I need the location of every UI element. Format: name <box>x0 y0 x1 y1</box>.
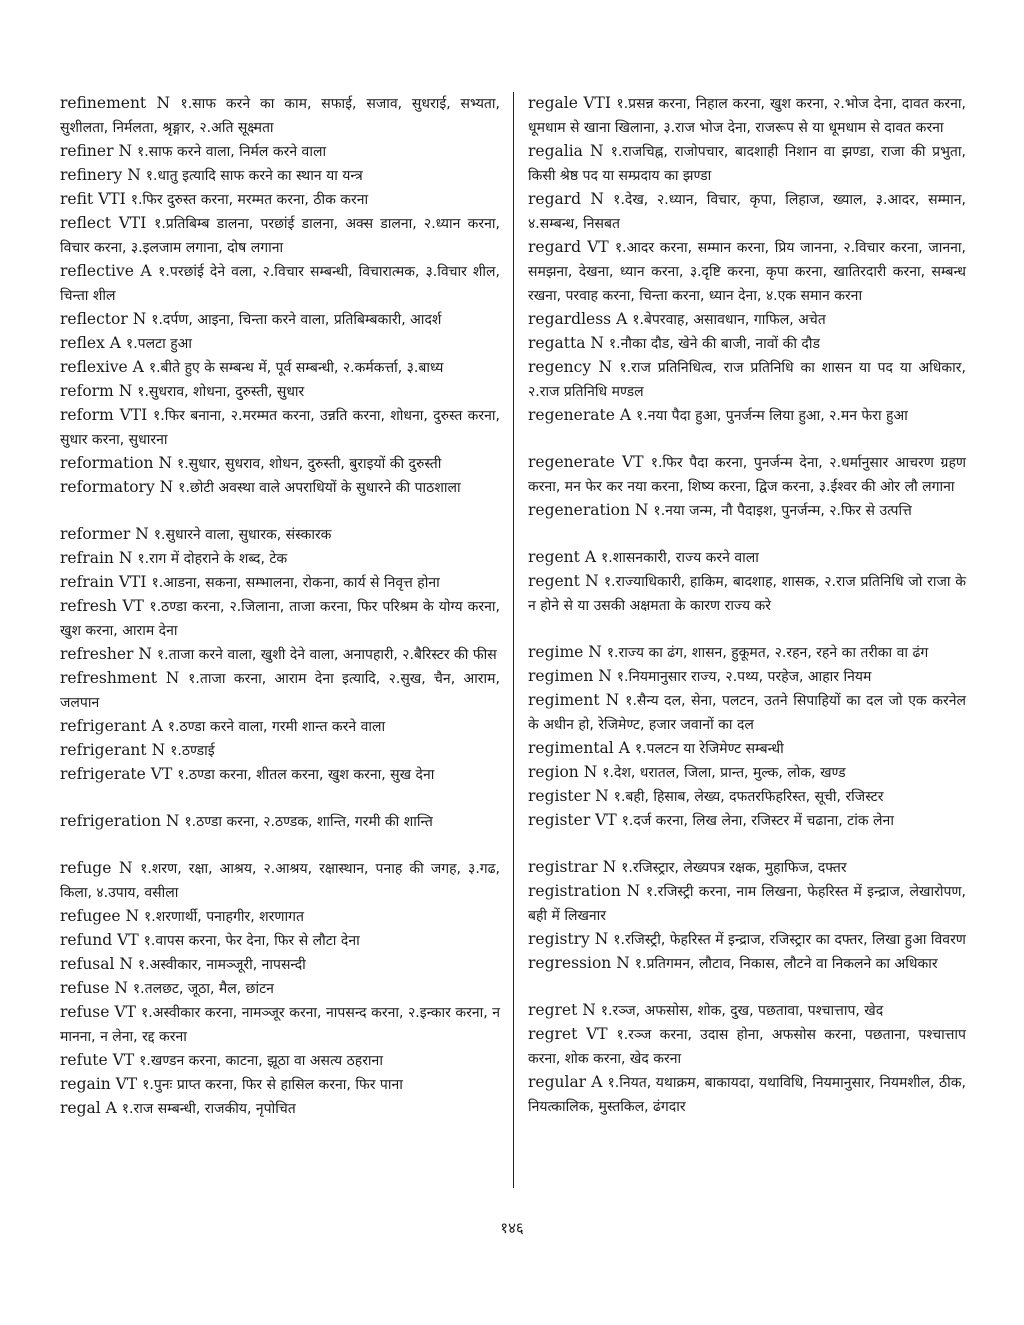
dictionary-entry <box>60 476 500 500</box>
definition: १.सैन्य दल, सेना, पलटन, उतने सिपाहियों का दल जो एक करनेल के अधीन हो, रेजिमेण्ट, हजार जवानों का दल <box>528 693 966 733</box>
definition: १.साफ करने का काम, सफाई, सजाव, सुधराई, सभ्यता, सुशीलता, निर्मलता, श्रृङ्गार, २.अति सूक्ष्मता <box>60 96 500 136</box>
headword: refund <box>60 931 113 949</box>
dictionary-entry <box>60 452 500 476</box>
definition: १.बीते हुए के सम्बन्ध में, पूर्व सम्बन्धी, २.कर्मकर्त्ता, ३.बाध्य <box>148 360 444 376</box>
headword: refrain <box>60 549 114 567</box>
headword: reform <box>60 406 114 424</box>
definition: १.आदर करना, सम्मान करना, प्रिय जानना, २.विचार करना, जानना, समझना, देखना, ध्यान करना, ३.दृष्टि करना, कृपा करना, खातिरदारी करना, सम्बन्ध रखना, परवाह करना, चिन्ता करना, ध्यान देना, ४.एक समान करना <box>528 240 966 304</box>
dictionary-entry <box>60 1049 500 1073</box>
part-of-speech: N <box>598 667 612 685</box>
definition: १.छोटी अवस्था वाले अपराधियों के सुधारने की पाठशाला <box>178 480 461 496</box>
definition: १.फिर दुरुस्त करना, मरम्मत करना, ठीक करना <box>130 192 369 208</box>
definition: १.परछांई देने वला, २.विचार सम्बन्धी, विचारात्मक, ३.विचार शील, चिन्ता शील <box>60 264 500 304</box>
part-of-speech: N <box>616 954 630 972</box>
part-of-speech: N <box>594 930 609 948</box>
part-of-speech: A <box>105 1099 117 1117</box>
part-of-speech: VT <box>586 1025 608 1043</box>
dictionary-entry <box>528 236 966 308</box>
definition: १.शासनकारी, राज्य करने वाला <box>600 550 759 566</box>
dictionary-entry <box>60 92 500 140</box>
dictionary-entry <box>60 643 500 667</box>
definition: १.बही, हिसाब, लेख्य, दफतरफिहरिस्त, सूची, रजिस्टर <box>613 789 884 805</box>
dictionary-entry <box>60 332 500 356</box>
dictionary-entry <box>60 523 500 547</box>
headword: refute <box>60 1051 108 1069</box>
part-of-speech: N <box>125 907 140 925</box>
definition: १.पुनः प्राप्त करना, फिर से हासिल करना, फिर पाना <box>142 1077 403 1093</box>
dictionary-entry <box>528 188 966 236</box>
dictionary-entry <box>60 404 500 452</box>
part-of-speech: N <box>589 142 604 160</box>
dictionary-entry <box>60 380 500 404</box>
headword: refrigeration <box>60 812 161 830</box>
part-of-speech: VTI <box>118 573 147 591</box>
headword: regimental <box>528 739 614 757</box>
part-of-speech: N <box>151 741 166 759</box>
part-of-speech: VTI <box>583 94 611 112</box>
part-of-speech: N <box>590 334 604 352</box>
definition: १.शरणार्थी, पनाहगीर, शरणागत <box>144 909 304 925</box>
definition: १.धातु इत्यादि साफ करने का स्थान या यन्त्र <box>145 168 363 184</box>
part-of-speech: VT <box>117 931 139 949</box>
dictionary-entry <box>528 641 966 665</box>
dictionary-entry <box>60 715 500 739</box>
definition: १.वापस करना, फेर देना, फिर से लौटा देना <box>143 933 360 949</box>
dictionary-entry <box>60 308 500 332</box>
dictionary-entry <box>60 857 500 905</box>
part-of-speech: VT <box>587 238 609 256</box>
part-of-speech: VTI <box>119 406 148 424</box>
definition: १.रजिस्ट्री, फेहरिस्त में इन्द्राज, रजिस्ट्रार का दफ्तर, लिखा हुआ विवरण <box>613 932 966 948</box>
dictionary-entry <box>60 212 500 260</box>
dictionary-entry <box>60 667 500 715</box>
definition: १.नौका दौड, खेने की बाजी, नावों की दौड <box>608 336 820 352</box>
headword: reflector <box>60 310 128 328</box>
headword: regret <box>528 1001 578 1019</box>
headword: register <box>528 811 591 829</box>
definition: १.रजिस्ट्री करना, नाम लिखना, फेहरिस्त में इन्द्राज, लेखारोपण, बही में लिखनार <box>528 884 966 924</box>
definition: १.सुधार, सुधराव, शोधन, दुरुस्ती, बुराइयों की दुरुस्ती <box>176 456 442 472</box>
headword: refrain <box>60 573 114 591</box>
definition: १.नया जन्म, नौ पैदाइश, पुनर्जन्म, २.फिर से उत्पत्ति <box>653 503 912 519</box>
part-of-speech: N <box>118 382 133 400</box>
headword: refinement <box>60 94 147 112</box>
dictionary-entry <box>60 571 500 595</box>
headword: reform <box>60 382 114 400</box>
definition: १.राज प्रतिनिधित्व, राज प्रतिनिधि का शासन या पद या अधिकार, २.राज प्रतिनिधि मण्डल <box>528 360 966 400</box>
definition: १.दर्ज करना, लिख लेना, रजिस्टर में चढाना, टांक लेना <box>621 813 894 829</box>
headword: regain <box>60 1075 111 1093</box>
definition: १.सुधारने वाला, सुधारक, संस्कारक <box>153 527 332 543</box>
dictionary-entry <box>60 188 500 212</box>
part-of-speech: VT <box>112 1051 135 1069</box>
part-of-speech: N <box>118 142 132 160</box>
dictionary-entry <box>528 689 966 737</box>
definition: १.राग में दोहराने के शब्द, टेक <box>137 551 288 567</box>
dictionary-entry <box>528 856 966 880</box>
definition: १.फिर बनाना, २.मरम्मत करना, उन्नति करना, शोधना, दुरुस्त करना, सुधार करना, सुधारना <box>60 408 500 448</box>
part-of-speech: N <box>118 549 133 567</box>
headword: regimen <box>528 667 594 685</box>
part-of-speech: N <box>165 812 180 830</box>
definition: १.बेपरवाह, असावधान, गाफिल, अचेत <box>632 312 826 328</box>
dictionary-entry <box>528 952 966 976</box>
definition: १.राज्य का ढंग, शासन, हुकूमत, २.रहन, रहने का तरीका वा ढंग <box>606 645 929 661</box>
part-of-speech: VT <box>115 1075 138 1093</box>
headword: reflex <box>60 334 105 352</box>
part-of-speech: VT <box>622 453 644 471</box>
right-column <box>528 92 966 1119</box>
dictionary-entry <box>60 763 500 787</box>
definition: १.खण्डन करना, काटना, झूठा वा असत्य ठहराना <box>139 1053 383 1069</box>
part-of-speech: N <box>585 572 599 590</box>
definition: १.ठण्डा करना, २.जिलाना, ताजा करना, फिर परिश्रम के योग्य करना, खुश करना, आराम देना <box>60 599 500 639</box>
part-of-speech: A <box>591 1073 603 1091</box>
part-of-speech: N <box>138 645 152 663</box>
part-of-speech: N <box>605 691 620 709</box>
headword: registrar <box>528 858 598 876</box>
headword: region <box>528 763 579 781</box>
definition: १.नियमानुसार राज्य, २.पथ्य, परहेज, आहार नियम <box>616 669 872 685</box>
dictionary-entry <box>528 737 966 761</box>
dictionary-entry <box>528 880 966 928</box>
headword: refuse <box>60 1003 110 1021</box>
dictionary-entry <box>528 1071 966 1119</box>
part-of-speech: N <box>158 454 172 472</box>
headword: refrigerant <box>60 741 147 759</box>
definition: १.पलटन या रेजिमेण्ट सम्बन्धी <box>634 741 784 757</box>
part-of-speech: A <box>584 548 597 566</box>
definition: १.ठण्डा करने वाला, गरमी शान्त करने वाला <box>167 719 386 735</box>
dictionary-entry <box>60 977 500 1001</box>
definition: १.देख, २.ध्यान, विचार, कृपा, लिहाज, ख्याल, ३.आदर, सम्मान, ४.सम्बन्ध, निसबत <box>528 192 966 232</box>
definition: १.प्रतिबिम्ब डालना, परछांई डालना, अक्स डालना, २.ध्यान करना, विचार करना, ३.इलजाम लगाना, दोष लगाना <box>60 216 500 256</box>
dictionary-entry <box>60 356 500 380</box>
dictionary-entry <box>528 546 966 570</box>
headword: regatta <box>528 334 586 352</box>
headword: refuge <box>60 859 112 877</box>
headword: reflect <box>60 214 112 232</box>
dictionary-entry <box>60 953 500 977</box>
headword: reflexive <box>60 358 128 376</box>
part-of-speech: A <box>618 739 630 757</box>
dictionary-entry <box>528 499 966 523</box>
part-of-speech: N <box>588 643 602 661</box>
dictionary-entry <box>60 929 500 953</box>
dictionary-entry <box>60 140 500 164</box>
definition: १.रञ्ज करना, उदास होना, अफसोस करना, पछताना, पश्चात्ताप करना, शोक करना, खेद करना <box>528 1027 966 1067</box>
part-of-speech: A <box>616 310 628 328</box>
part-of-speech: N <box>626 882 641 900</box>
headword: regenerate <box>528 406 615 424</box>
dictionary-entry <box>528 404 966 428</box>
part-of-speech: A <box>109 334 121 352</box>
headword: regenerate <box>528 453 615 471</box>
part-of-speech: VTI <box>98 190 126 208</box>
definition: १.फिर पैदा करना, पुनर्जन्म देना, २.धर्मानुसार आचरण ग्रहण करना, मन फेर कर नया करना, शिष्य करना, द्विज करना, ३.ईश्वर की ओर लौ लगाना <box>528 455 966 495</box>
headword: regime <box>528 643 584 661</box>
dictionary-entry <box>528 809 966 833</box>
definition: १.सुधराव, शोधना, दुरुस्ती, सुधार <box>137 384 305 400</box>
dictionary-entry <box>60 739 500 763</box>
definition: १.अस्वीकार, नामञ्जूरी, नापसन्दी <box>137 957 306 973</box>
dictionary-entry <box>528 356 966 404</box>
headword: regiment <box>528 691 600 709</box>
part-of-speech: N <box>135 525 149 543</box>
headword: regent <box>528 572 580 590</box>
definition: १.राजचिह्न, राजोपचार, बादशाही निशान वा झण्डा, राजा की प्रभुता, किसी श्रेष्ठ पद या सम्प्रदाय का झण्डा <box>528 144 966 184</box>
headword: regret <box>528 1025 578 1043</box>
part-of-speech: A <box>140 262 152 280</box>
dictionary-entry <box>528 761 966 785</box>
headword: regardless <box>528 310 612 328</box>
headword: regeneration <box>528 501 630 519</box>
definition: १.ठण्डा करना, २.ठण्डक, शान्ति, गरमी की शान्ति <box>184 814 433 830</box>
definition: १.पलटा हुआ <box>125 336 192 352</box>
dictionary-entry <box>60 905 500 929</box>
headword: regression <box>528 954 612 972</box>
part-of-speech: VT <box>595 811 617 829</box>
definition: १.राज सम्बन्धी, राजकीय, नृपोचित <box>121 1101 296 1117</box>
headword: reflective <box>60 262 134 280</box>
definition: १.तलछट, जूठा, मैल, छांटन <box>132 981 274 997</box>
definition: १.ताजा करने वाला, खुशी देने वाला, अनापहारी, २.बैरिस्टर की फीस <box>156 647 497 663</box>
headword: regard <box>528 238 582 256</box>
headword: refrigerant <box>60 717 147 735</box>
definition: १.साफ करने वाला, निर्मल करने वाला <box>136 144 327 160</box>
definition: १.अस्वीकार करना, नामञ्जूर करना, नापसन्द करना, २.इन्कार करना, न मानना, न लेना, रद्द करना <box>60 1005 500 1045</box>
part-of-speech: N <box>165 669 180 687</box>
definition: १.राज्याधिकारी, हाकिम, बादशाह, शासक, २.राज प्रतिनिधि जो राजा के न होने से या उसकी अक्षमता के कारण राज्य करे <box>528 574 966 614</box>
definition: १.नया पैदा हुआ, पुनर्जन्म लिया हुआ, २.मन फेरा हुआ <box>635 408 908 424</box>
dictionary-entry <box>528 308 966 332</box>
headword: refrigerate <box>60 765 146 783</box>
headword: refiner <box>60 142 114 160</box>
dictionary-entry <box>60 1073 500 1097</box>
definition: १.प्रतिगमन, लौटाव, निकास, लौटने वा निकलने का अधिकार <box>634 956 938 972</box>
dictionary-entry <box>60 164 500 188</box>
part-of-speech: N <box>582 1001 596 1019</box>
dictionary-entry <box>528 332 966 356</box>
headword: register <box>528 787 591 805</box>
definition: १.नियत, यथाक्रम, बाकायदा, यथाविधि, नियमानुसार, नियमशील, ठीक, नियत्कालिक, मुस्तकिल, ढंगदार <box>528 1075 966 1115</box>
definition: १.प्रसन्न करना, निहाल करना, खुश करना, २.भोज देना, दावत करना, धूमधाम से खाना खिलाना, ३.राज भोज देना, राजरूप से या धूमधाम से दावत करना <box>528 96 966 136</box>
dictionary-entry <box>528 92 966 140</box>
part-of-speech: N <box>119 955 133 973</box>
dictionary-entry <box>528 451 966 499</box>
dictionary-entry <box>528 928 966 952</box>
definition: १.देश, धरातल, जिला, प्रान्त, मुल्क, लोक, खण्ड <box>602 765 846 781</box>
part-of-speech: VT <box>114 1003 136 1021</box>
dictionary-entry <box>60 810 500 834</box>
dictionary-entry <box>60 595 500 643</box>
dictionary-entry <box>60 547 500 571</box>
definition: १.रञ्ज, अफसोस, शोक, दुख, पछतावा, पश्चात्ताप, खेद <box>600 1003 884 1019</box>
left-column <box>60 92 500 1121</box>
headword: registry <box>528 930 590 948</box>
dictionary-entry <box>528 785 966 809</box>
part-of-speech: N <box>590 190 604 208</box>
headword: refit <box>60 190 94 208</box>
headword: refresh <box>60 597 117 615</box>
dictionary-entry <box>528 665 966 689</box>
definition: १.ताजा करना, आराम देना इत्यादि, २.सुख, चैन, आराम, जलपान <box>60 671 500 711</box>
headword: regency <box>528 358 592 376</box>
definition: १.शरण, रक्षा, आश्रय, २.आश्रय, रक्षास्थान, पनाह की जगह, ३.गढ, किला, ४.उपाय, वसीला <box>60 861 500 901</box>
dictionary-entry <box>528 570 966 618</box>
headword: reformation <box>60 454 154 472</box>
definition: १.ठण्डा करना, शीतल करना, खुश करना, सुख देना <box>177 767 435 783</box>
dictionary-entry <box>528 1023 966 1071</box>
part-of-speech: N <box>602 858 617 876</box>
part-of-speech: N <box>634 501 649 519</box>
headword: registration <box>528 882 621 900</box>
part-of-speech: A <box>619 406 632 424</box>
part-of-speech: VT <box>122 597 144 615</box>
headword: refuse <box>60 979 110 997</box>
headword: regard <box>528 190 582 208</box>
part-of-speech: VT <box>150 765 173 783</box>
dictionary-entry <box>528 999 966 1023</box>
headword: refinery <box>60 166 123 184</box>
headword: refresher <box>60 645 134 663</box>
part-of-speech: N <box>156 94 171 112</box>
part-of-speech: N <box>159 478 174 496</box>
dictionary-entry <box>60 1097 500 1121</box>
part-of-speech: N <box>114 979 128 997</box>
definition: १.आडना, सकना, सम्भालना, रोकना, कार्य से निवृत्त होना <box>151 575 440 591</box>
headword: regal <box>60 1099 101 1117</box>
part-of-speech: N <box>127 166 141 184</box>
headword: refugee <box>60 907 121 925</box>
definition: १.रजिस्ट्रार, लेख्यपत्र रक्षक, मुहाफिज, दफ्तर <box>621 860 847 876</box>
dictionary-entry <box>60 1001 500 1049</box>
headword: regular <box>528 1073 587 1091</box>
part-of-speech: N <box>132 310 147 328</box>
headword: refusal <box>60 955 115 973</box>
headword: reformer <box>60 525 131 543</box>
part-of-speech: A <box>132 358 144 376</box>
page-number: १४६ <box>500 1219 524 1237</box>
headword: refreshment <box>60 669 157 687</box>
part-of-speech: N <box>583 763 598 781</box>
headword: regalia <box>528 142 583 160</box>
part-of-speech: A <box>151 717 163 735</box>
part-of-speech: N <box>595 787 609 805</box>
column-divider <box>513 92 514 1188</box>
dictionary-entry <box>60 260 500 308</box>
definition: १.दर्पण, आइना, चिन्ता करने वाला, प्रतिबिम्बकारी, आदर्श <box>151 312 442 328</box>
headword: regale <box>528 94 578 112</box>
headword: regent <box>528 548 580 566</box>
part-of-speech: N <box>118 859 133 877</box>
part-of-speech: N <box>598 358 613 376</box>
definition: १.ठण्डाई <box>170 743 215 759</box>
headword: reformatory <box>60 478 155 496</box>
dictionary-entry <box>528 140 966 188</box>
part-of-speech: VTI <box>118 214 147 232</box>
